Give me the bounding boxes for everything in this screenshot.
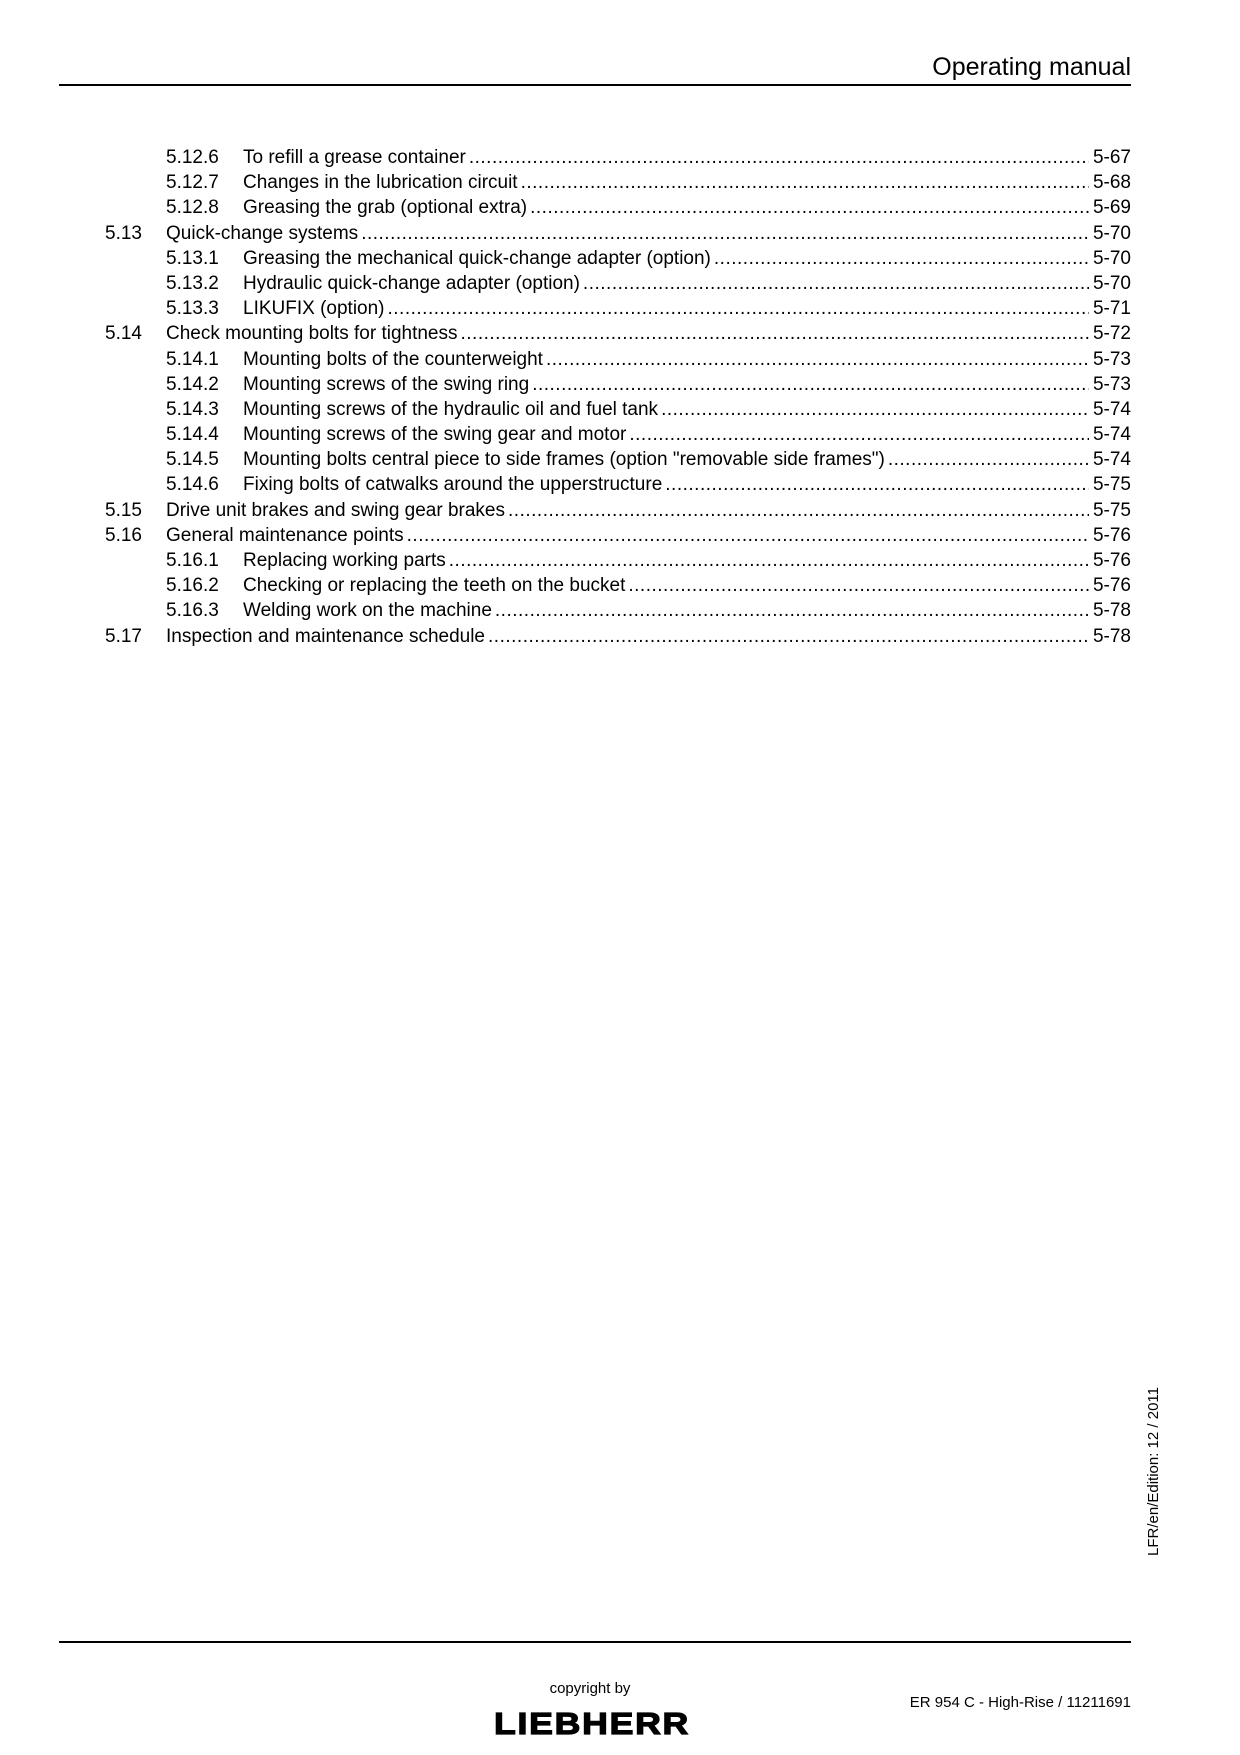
toc-dot-leader	[508, 498, 1089, 523]
toc-entry-number: 5.14.3	[166, 398, 219, 420]
toc-entry[interactable]	[105, 548, 1131, 573]
toc-entry-page: 5-73	[1092, 348, 1131, 370]
toc-dot-leader	[388, 296, 1089, 321]
toc-entry[interactable]	[105, 397, 1131, 422]
toc-entry[interactable]	[105, 195, 1131, 220]
toc-dot-leader	[661, 397, 1089, 422]
edition-note: LFR/en/Edition: 12 / 2011	[1145, 1387, 1162, 1556]
toc-entry-number: 5.13.3	[166, 298, 219, 320]
toc-dot-leader	[629, 422, 1089, 447]
toc-entry-number: 5.13	[105, 222, 142, 244]
toc-entry-number: 5.13.2	[166, 272, 219, 294]
copyright-label: copyright by	[549, 1680, 631, 1697]
toc-entry-title: Mounting screws of the swing ring	[243, 373, 530, 395]
toc-entry-title: Greasing the grab (optional extra)	[243, 197, 528, 219]
toc-entry-title: Checking or replacing the teeth on the bucket	[243, 575, 626, 597]
toc-entry-title: Mounting bolts of the counterweight	[243, 348, 543, 370]
toc-entry-title: Drive unit brakes and swing gear brakes	[166, 499, 506, 521]
toc-entry[interactable]	[105, 271, 1131, 296]
document-id: ER 954 C - High-Rise / 11211691	[909, 1694, 1131, 1711]
toc-entry-page: 5-70	[1092, 222, 1131, 244]
toc-entry-title: LIKUFIX (option)	[243, 298, 385, 320]
toc-entry[interactable]	[105, 447, 1131, 472]
toc-entry[interactable]	[105, 145, 1131, 170]
toc-entry-page: 5-71	[1092, 298, 1131, 320]
toc-entry-number: 5.14.5	[166, 449, 219, 471]
toc-dot-leader	[888, 447, 1089, 472]
toc-entry-number: 5.15	[105, 499, 142, 521]
toc-entry-number: 5.14	[105, 323, 142, 345]
svg-text:LIEBHERR: LIEBHERR	[494, 1707, 690, 1739]
toc-entry-page: 5-75	[1092, 499, 1131, 521]
toc-entry-page: 5-78	[1092, 600, 1131, 622]
toc-entry[interactable]	[105, 170, 1131, 195]
toc-dot-leader	[628, 573, 1089, 598]
toc-entry-number: 5.14.2	[166, 373, 219, 395]
toc-entry-number: 5.14.4	[166, 424, 219, 446]
toc-entry-page: 5-75	[1092, 474, 1131, 496]
toc-entry-title: Greasing the mechanical quick-change adapter (option)	[243, 247, 711, 269]
toc-dot-leader	[461, 321, 1089, 346]
toc-entry-page: 5-68	[1092, 172, 1131, 194]
toc-entry[interactable]	[105, 372, 1131, 397]
toc-entry-title: Replacing working parts	[243, 550, 446, 571]
table-of-contents	[105, 145, 1131, 649]
toc-entry[interactable]	[105, 422, 1131, 447]
toc-dot-leader	[714, 246, 1089, 271]
toc-entry-page: 5-67	[1092, 147, 1131, 168]
toc-entry-title: Mounting screws of the hydraulic oil and fuel tank	[243, 398, 659, 420]
toc-entry-number: 5.14.6	[166, 474, 219, 496]
toc-dot-leader	[495, 598, 1089, 623]
toc-entry-page: 5-69	[1092, 197, 1131, 219]
toc-dot-leader	[665, 472, 1089, 497]
toc-entry-number: 5.14.1	[166, 348, 219, 370]
toc-entry-number: 5.12.6	[166, 147, 219, 168]
toc-dot-leader	[521, 170, 1089, 195]
toc-entry-page: 5-76	[1092, 524, 1131, 546]
toc-entry[interactable]	[105, 523, 1131, 548]
toc-dot-leader	[546, 347, 1089, 372]
toc-dot-leader	[532, 372, 1089, 397]
toc-entry-page: 5-74	[1092, 398, 1131, 420]
toc-entry[interactable]	[105, 321, 1131, 346]
toc-entry-title: Welding work on the machine	[243, 600, 492, 622]
toc-entry-title: Mounting bolts central piece to side frames (option "removable side frames")	[243, 449, 885, 471]
toc-entry[interactable]	[105, 598, 1131, 623]
toc-entry-number: 5.16.3	[166, 600, 219, 622]
toc-entry[interactable]	[105, 296, 1131, 321]
toc-dot-leader	[469, 145, 1089, 170]
toc-dot-leader	[449, 548, 1089, 573]
toc-entry-title: To refill a grease container	[243, 147, 466, 168]
toc-entry-title: Changes in the lubrication circuit	[243, 172, 518, 194]
header-divider	[59, 84, 1131, 86]
toc-entry[interactable]	[105, 347, 1131, 372]
toc-dot-leader	[583, 271, 1089, 296]
toc-entry-number: 5.12.8	[166, 197, 219, 219]
toc-entry-page: 5-76	[1092, 550, 1131, 571]
toc-entry[interactable]	[105, 498, 1131, 523]
toc-entry-title: Inspection and maintenance schedule	[166, 625, 486, 647]
toc-entry-title: Check mounting bolts for tightness	[166, 323, 458, 345]
toc-entry[interactable]	[105, 246, 1131, 271]
toc-entry-number: 5.17	[105, 625, 142, 647]
toc-entry-number: 5.12.7	[166, 172, 219, 194]
toc-dot-leader	[530, 195, 1089, 220]
footer-divider	[59, 1641, 1131, 1643]
toc-entry-number: 5.16.2	[166, 575, 219, 597]
toc-entry-page: 5-70	[1092, 247, 1131, 269]
toc-entry-page: 5-72	[1092, 323, 1131, 345]
toc-entry-page: 5-70	[1092, 272, 1131, 294]
toc-entry-page: 5-74	[1092, 424, 1131, 446]
toc-entry-number: 5.16	[105, 524, 142, 546]
toc-entry-page: 5-73	[1092, 373, 1131, 395]
toc-entry-title: General maintenance points	[166, 524, 404, 546]
page-header-title: Operating manual	[932, 53, 1131, 81]
toc-dot-leader	[488, 624, 1089, 649]
toc-entry-page: 5-74	[1092, 449, 1131, 471]
liebherr-logo	[492, 1707, 692, 1739]
toc-entry[interactable]	[105, 472, 1131, 497]
toc-dot-leader	[407, 523, 1089, 548]
toc-entry-title: Mounting screws of the swing gear and motor	[243, 424, 627, 446]
toc-entry[interactable]	[105, 221, 1131, 246]
toc-entry-number: 5.16.1	[166, 550, 219, 571]
toc-dot-leader	[361, 221, 1089, 246]
toc-entry-page: 5-78	[1092, 625, 1131, 647]
toc-entry-title: Fixing bolts of catwalks around the upperstructure	[243, 474, 663, 496]
toc-entry-title: Hydraulic quick-change adapter (option)	[243, 272, 580, 294]
toc-entry[interactable]	[105, 573, 1131, 598]
toc-entry[interactable]	[105, 624, 1131, 649]
toc-entry-page: 5-76	[1092, 575, 1131, 597]
toc-entry-number: 5.13.1	[166, 247, 219, 269]
toc-entry-title: Quick-change systems	[166, 222, 359, 244]
